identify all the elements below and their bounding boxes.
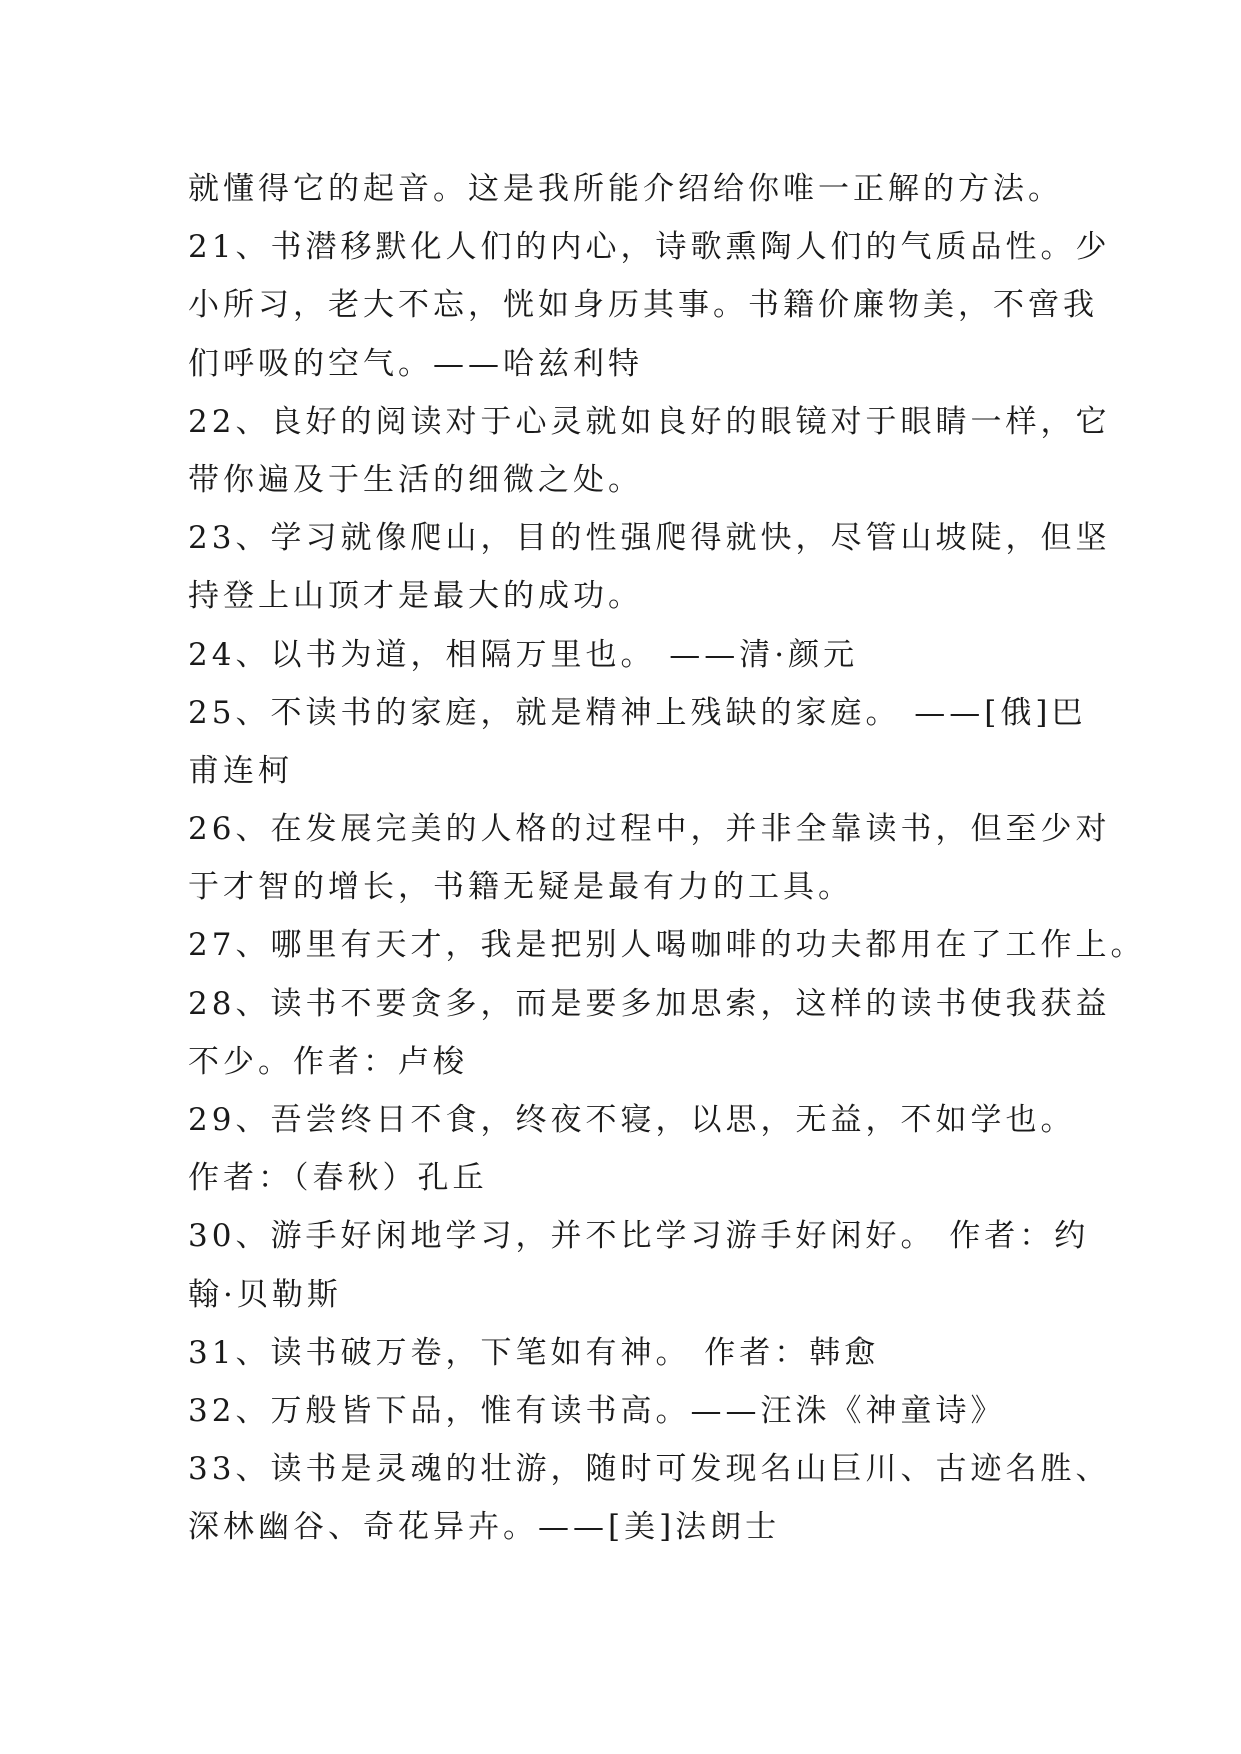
quote-25-line-1: 25、不读书的家庭，就是精神上残缺的家庭。 ——[俄]巴 (188, 694, 1087, 731)
quote-33-line-1: 33、读书是灵魂的壮游，随时可发现名山巨川、古迹名胜、 (188, 1451, 1111, 1488)
quote-24-line-1: 24、以书为道，相隔万里也。 ——清·颜元 (188, 636, 859, 673)
quote-29-line-1: 29、吾尝终日不食，终夜不寝，以思，无益，不如学也。 (188, 1102, 1076, 1138)
quote-29-line-2: 作者：（春秋）孔丘 (188, 1160, 488, 1197)
text-line-1: 就懂得它的起音。这是我所能介绍给你唯一正解的方法。 (188, 171, 1063, 207)
quote-28-line-2: 不少。作者：卢梭 (188, 1043, 468, 1080)
quote-23-line-2: 持登上山顶才是最大的成功。 (188, 578, 643, 615)
quote-21-line-2: 小所习，老大不忘，恍如身历其事。书籍价廉物美，不啻我 (188, 287, 1098, 324)
quote-22-line-1: 22、良好的阅读对于心灵就如良好的眼镜对于眼睛一样，它 (188, 403, 1111, 440)
quote-26-line-1: 26、在发展完美的人格的过程中，并非全靠读书，但至少对 (188, 811, 1111, 848)
quote-25-line-2: 甫连柯 (188, 752, 293, 789)
quote-30-line-1: 30、游手好闲地学习，并不比学习游手好闲好。 作者：约 (188, 1218, 1090, 1255)
quote-23-line-1: 23、学习就像爬山，目的性强爬得就快，尽管山坡陡，但坚 (188, 520, 1111, 557)
quote-22-line-2: 带你遍及于生活的细微之处。 (188, 461, 643, 498)
quote-32-line-1: 32、万般皆下品，惟有读书高。——汪洙《神童诗》 (188, 1392, 1006, 1429)
quote-28-line-1: 28、读书不要贪多，而是要多加思索，这样的读书使我获益 (188, 985, 1111, 1022)
quote-30-line-2: 翰·贝勒斯 (188, 1276, 342, 1313)
quote-27-line-1: 27、哪里有天才，我是把别人喝咖啡的功夫都用在了工作上。 (188, 927, 1146, 964)
quote-text-block (188, 160, 1146, 1557)
quote-33-line-2: 深林幽谷、奇花异卉。——[美]法朗士 (188, 1509, 781, 1546)
quote-21-line-1: 21、书潜移默化人们的内心，诗歌熏陶人们的气质品性。少 (188, 229, 1111, 266)
quote-21-line-3: 们呼吸的空气。——哈兹利特 (188, 345, 643, 382)
quote-26-line-2: 于才智的增长，书籍无疑是最有力的工具。 (188, 869, 853, 906)
quote-31-line-1: 31、读书破万卷，下笔如有神。 作者：韩愈 (188, 1334, 880, 1371)
